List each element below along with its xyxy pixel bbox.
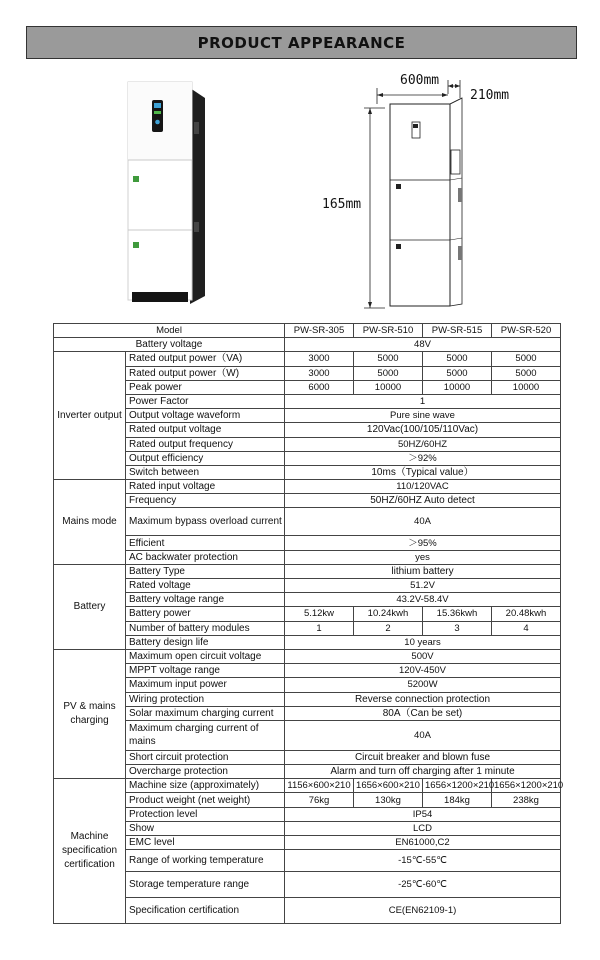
parameter-value: 5200W <box>285 678 561 692</box>
spec-row <box>54 706 561 720</box>
model-name: PW-SR-510 <box>354 324 423 338</box>
spec-row <box>54 793 561 807</box>
spec-row <box>54 821 561 835</box>
parameter-value: 3000 <box>285 366 354 380</box>
parameter-value: LCD <box>285 821 561 835</box>
parameter-value: 10000 <box>492 380 561 394</box>
spec-row <box>54 664 561 678</box>
parameter-value: 6000 <box>285 380 354 394</box>
spec-row <box>54 394 561 408</box>
parameter-label: Rated output power（VA) <box>126 352 285 366</box>
parameter-value: 80A（Can be set) <box>285 706 561 720</box>
spec-row <box>54 872 561 898</box>
parameter-label: Battery design life <box>126 635 285 649</box>
spec-row <box>54 536 561 550</box>
parameter-value: 50HZ/60HZ <box>285 437 561 451</box>
parameter-label: Peak power <box>126 380 285 394</box>
parameter-label: AC backwater protection <box>126 550 285 564</box>
parameter-label: Short circuit protection <box>126 750 285 764</box>
spec-row <box>54 635 561 649</box>
spec-row <box>54 366 561 380</box>
spec-row <box>54 836 561 850</box>
parameter-value: 500V <box>285 649 561 663</box>
parameter-value: 10 years <box>285 635 561 649</box>
height-label: 165mm <box>322 197 362 212</box>
parameter-label: Battery voltage range <box>126 593 285 607</box>
parameter-value: 40A <box>285 720 561 750</box>
parameter-label: Battery Type <box>126 564 285 578</box>
parameter-value: 110/120VAC <box>285 480 561 494</box>
parameter-label: Maximum bypass overload current <box>126 508 285 536</box>
parameter-label: Maximum open circuit voltage <box>126 649 285 663</box>
parameter-value: 10ms（Typical value） <box>285 465 561 479</box>
product-photo <box>128 82 208 307</box>
spec-row <box>54 451 561 465</box>
parameter-value: 5000 <box>492 352 561 366</box>
parameter-value: ＞95% <box>285 536 561 550</box>
parameter-value: 43.2V-58.4V <box>285 593 561 607</box>
parameter-value: Pure sine wave <box>285 409 561 423</box>
parameter-label: Rated voltage <box>126 579 285 593</box>
parameter-value: EN61000,C2 <box>285 836 561 850</box>
parameter-value: 76kg <box>285 793 354 807</box>
parameter-label: Frequency <box>126 494 285 508</box>
parameter-value: 2 <box>354 621 423 635</box>
parameter-label: Output voltage waveform <box>126 409 285 423</box>
parameter-label: MPPT voltage range <box>126 664 285 678</box>
parameter-value: 51.2V <box>285 579 561 593</box>
battery-voltage-label: Battery voltage <box>54 338 285 352</box>
parameter-label: Rated output frequency <box>126 437 285 451</box>
group-label: PV & mains charging <box>54 649 126 778</box>
title-banner <box>26 26 577 59</box>
parameter-value: 50HZ/60HZ Auto detect <box>285 494 561 508</box>
parameter-label: Battery power <box>126 607 285 621</box>
parameter-label: Solar maximum charging current <box>126 706 285 720</box>
parameter-label: Wiring protection <box>126 692 285 706</box>
parameter-value: 3000 <box>285 352 354 366</box>
spec-row <box>54 750 561 764</box>
parameter-value: 1656×1200×210 <box>492 779 561 793</box>
spec-row <box>54 692 561 706</box>
model-name: PW-SR-305 <box>285 324 354 338</box>
parameter-value: 10000 <box>354 380 423 394</box>
parameter-value: ＞92% <box>285 451 561 465</box>
parameter-label: Number of battery modules <box>126 621 285 635</box>
parameter-label: Machine size (approximately) <box>126 779 285 793</box>
parameter-value: 5000 <box>423 366 492 380</box>
parameter-value: 5.12kw <box>285 607 354 621</box>
spec-row <box>54 550 561 564</box>
battery-voltage-value: 48V <box>285 338 561 352</box>
group-label: Inverter output <box>54 352 126 480</box>
spec-row <box>54 465 561 479</box>
spec-row <box>54 898 561 924</box>
parameter-value: lithium battery <box>285 564 561 578</box>
spec-row <box>54 850 561 872</box>
spec-row <box>54 621 561 635</box>
parameter-label: Product weight (net weight) <box>126 793 285 807</box>
parameter-value: 130kg <box>354 793 423 807</box>
parameter-value: 1656×600×210 <box>354 779 423 793</box>
group-label: Battery <box>54 564 126 649</box>
parameter-value: 15.36kwh <box>423 607 492 621</box>
parameter-label: Rated output power（W) <box>126 366 285 380</box>
spec-row <box>54 423 561 437</box>
parameter-value: 1156×600×210 <box>285 779 354 793</box>
spec-row <box>54 380 561 394</box>
dimension-drawing <box>322 68 540 318</box>
parameter-value: Circuit breaker and blown fuse <box>285 750 561 764</box>
spec-row <box>54 494 561 508</box>
spec-row <box>54 564 561 578</box>
parameter-value: 184kg <box>423 793 492 807</box>
parameter-value: CE(EN62109-1) <box>285 898 561 924</box>
spec-row <box>54 765 561 779</box>
parameter-label: EMC level <box>126 836 285 850</box>
spec-row <box>54 352 561 366</box>
parameter-label: Maximum input power <box>126 678 285 692</box>
group-label: Mains mode <box>54 480 126 565</box>
group-label: Machine specification certification <box>54 779 126 924</box>
parameter-value: 10000 <box>423 380 492 394</box>
parameter-label: Efficient <box>126 536 285 550</box>
depth-label: 210mm <box>470 88 510 103</box>
parameter-value: -15℃-55℃ <box>285 850 561 872</box>
parameter-value: 5000 <box>492 366 561 380</box>
parameter-value: 120V-450V <box>285 664 561 678</box>
parameter-value: yes <box>285 550 561 564</box>
spec-table-body <box>54 324 564 924</box>
spec-row <box>54 508 561 536</box>
model-row <box>54 324 561 338</box>
parameter-value: Reverse connection protection <box>285 692 561 706</box>
spec-row <box>54 593 561 607</box>
spec-row <box>54 779 561 793</box>
parameter-label: Power Factor <box>126 394 285 408</box>
parameter-value: 10.24kwh <box>354 607 423 621</box>
spec-row <box>54 480 561 494</box>
parameter-value: 1 <box>285 394 561 408</box>
page-title: PRODUCT APPEARANCE <box>197 33 406 52</box>
parameter-label: Storage temperature range <box>126 872 285 898</box>
spec-row <box>54 678 561 692</box>
model-name: PW-SR-515 <box>423 324 492 338</box>
spec-row <box>54 649 561 663</box>
parameter-value: 3 <box>423 621 492 635</box>
parameter-label: Rated input voltage <box>126 480 285 494</box>
parameter-label: Rated output voltage <box>126 423 285 437</box>
parameter-value: 1 <box>285 621 354 635</box>
spec-row <box>54 409 561 423</box>
parameter-value: IP54 <box>285 807 561 821</box>
spec-row <box>54 437 561 451</box>
parameter-value: 5000 <box>354 366 423 380</box>
model-header-label: Model <box>54 324 285 338</box>
parameter-value: 5000 <box>423 352 492 366</box>
spec-table <box>53 323 564 924</box>
parameter-value: 5000 <box>354 352 423 366</box>
parameter-label: Overcharge protection <box>126 765 285 779</box>
spec-row <box>54 720 561 750</box>
parameter-value: 120Vac(100/105/110Vac) <box>285 423 561 437</box>
battery-voltage-row <box>54 338 561 352</box>
spec-row <box>54 579 561 593</box>
width-label: 600mm <box>400 73 440 88</box>
parameter-label: Specification certification <box>126 898 285 924</box>
parameter-value: 238kg <box>492 793 561 807</box>
model-name: PW-SR-520 <box>492 324 561 338</box>
parameter-label: Output efficiency <box>126 451 285 465</box>
parameter-value: 20.48kwh <box>492 607 561 621</box>
parameter-label: Protection level <box>126 807 285 821</box>
parameter-value: 4 <box>492 621 561 635</box>
parameter-label: Range of working temperature <box>126 850 285 872</box>
parameter-label: Switch between <box>126 465 285 479</box>
parameter-value: Alarm and turn off charging after 1 minute <box>285 765 561 779</box>
spec-row <box>54 807 561 821</box>
parameter-label: Show <box>126 821 285 835</box>
parameter-value: 40A <box>285 508 561 536</box>
spec-row <box>54 607 561 621</box>
parameter-value: -25℃-60℃ <box>285 872 561 898</box>
parameter-label: Maximum charging current of mains <box>126 720 285 750</box>
parameter-value: 1656×1200×210 <box>423 779 492 793</box>
